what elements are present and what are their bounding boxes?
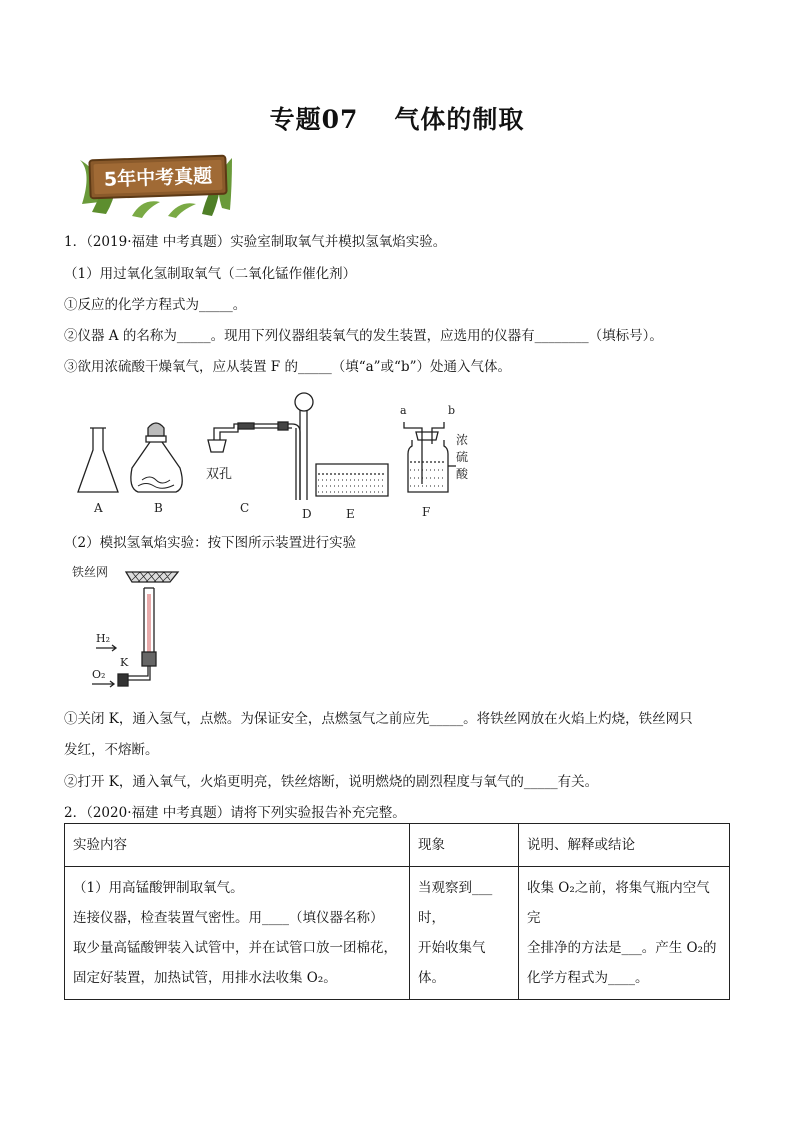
label-acid-3: 酸 [456,467,469,481]
q2-header: 2．（2020·福建 中考真题）请将下列实验报告补充完整。 [64,805,406,821]
section-badge [72,142,242,218]
header-cell-explanation: 说明、解释或结论 [519,824,730,867]
explanation-line-2: 全排净的方法是___。产生 O₂的 [527,940,717,956]
wire-mesh [126,572,178,582]
o2-arrow [92,681,114,687]
content-line-4: 固定好装置，加热试管，用排水法收集 O₂。 [73,970,337,986]
explanation-line-3: 化学方程式为____。 [527,970,649,986]
title-main: 专题07 [269,105,359,134]
experiment-report-table [64,823,730,1000]
content-line-3: 取少量高锰酸钾装入试管中，并在试管口放一团棉花， [73,940,397,956]
label-o2: O₂ [92,668,106,681]
content-line-1: （1）用高锰酸钾制取氧气。 [73,880,244,896]
phenomenon-line-1: 当观察到___时， [418,880,493,926]
header-cell-content: 实验内容 [65,824,410,867]
label-shuangkong: 双孔 [206,467,233,482]
content-line-2: 连接仪器，检查装置气密性。用____（填仪器名称） [73,910,384,926]
label-b: B [154,501,163,515]
label-mesh: 铁丝网 [72,565,109,579]
label-port-b: b [448,404,456,417]
q1-header: 1．（2019·福建 中考真题）实验室制取氧气并模拟氢氧焰实验。 [64,234,447,250]
valve-k [118,674,128,686]
q1-step3: ③欲用浓硫酸干燥氧气，应从装置 F 的_____（填“a”或“b”）处通入气体。 [64,359,511,375]
cell-content [65,867,410,1000]
label-c: C [240,501,250,515]
hydrogen-oxygen-flame-figure [66,560,186,696]
table-header-row [65,824,730,867]
apparatus-c-stopper [208,422,300,500]
title-sub: 气体的制取 [394,105,525,134]
label-e: E [346,507,355,521]
apparatus-d-funnel [295,393,313,500]
label-port-a: a [400,404,407,417]
q1-part2: （2）模拟氢氧焰实验：按下图所示装置进行实验 [64,535,357,551]
label-k: K [120,656,129,669]
burner-tubes [128,588,156,680]
apparatus-figure [66,388,486,524]
q1-step2: ②仪器 A 的名称为_____。现用下列仪器组装氧气的发生装置，应选用的仪器有________（填标号）。 [64,328,663,344]
label-acid-1: 浓 [456,433,469,447]
q1-step4b: 发红，不熔断。 [64,742,159,758]
table-row [65,867,730,1000]
explanation-line-1: 收集 O₂之前，将集气瓶内空气完 [527,880,710,926]
q1-step4a: ①关闭 K，通入氢气，点燃。为保证安全，点燃氢气之前应先_____。将铁丝网放在火焰上灼烧，铁丝网只 [64,711,693,727]
phenomenon-line-2: 开始收集气体。 [418,940,486,986]
label-h2: H₂ [96,632,111,645]
apparatus-f-bottle [400,404,456,492]
h2-arrow [96,645,116,651]
q1-part1: （1）用过氧化氢制取氧气（二氧化锰作催化剂） [64,266,357,282]
page-title [0,100,794,136]
q1-step1: ①反应的化学方程式为_____。 [64,297,247,313]
apparatus-e-trough [316,464,388,496]
label-f: F [422,505,431,519]
label-acid-2: 硫 [456,450,469,464]
q1-step5: ②打开 K，通入氧气，火焰更明亮，铁丝熔断，说明燃烧的剧烈程度与氧气的_____有关。 [64,774,599,790]
label-a: A [94,501,103,515]
header-cell-phenomenon: 现象 [410,824,519,867]
apparatus-b-lamp [131,423,182,492]
apparatus-a-flask [78,428,118,492]
badge-label: 5年中考真题 [103,165,213,191]
cell-explanation [519,867,730,1000]
label-d: D [302,507,312,521]
cell-phenomenon [410,867,519,1000]
